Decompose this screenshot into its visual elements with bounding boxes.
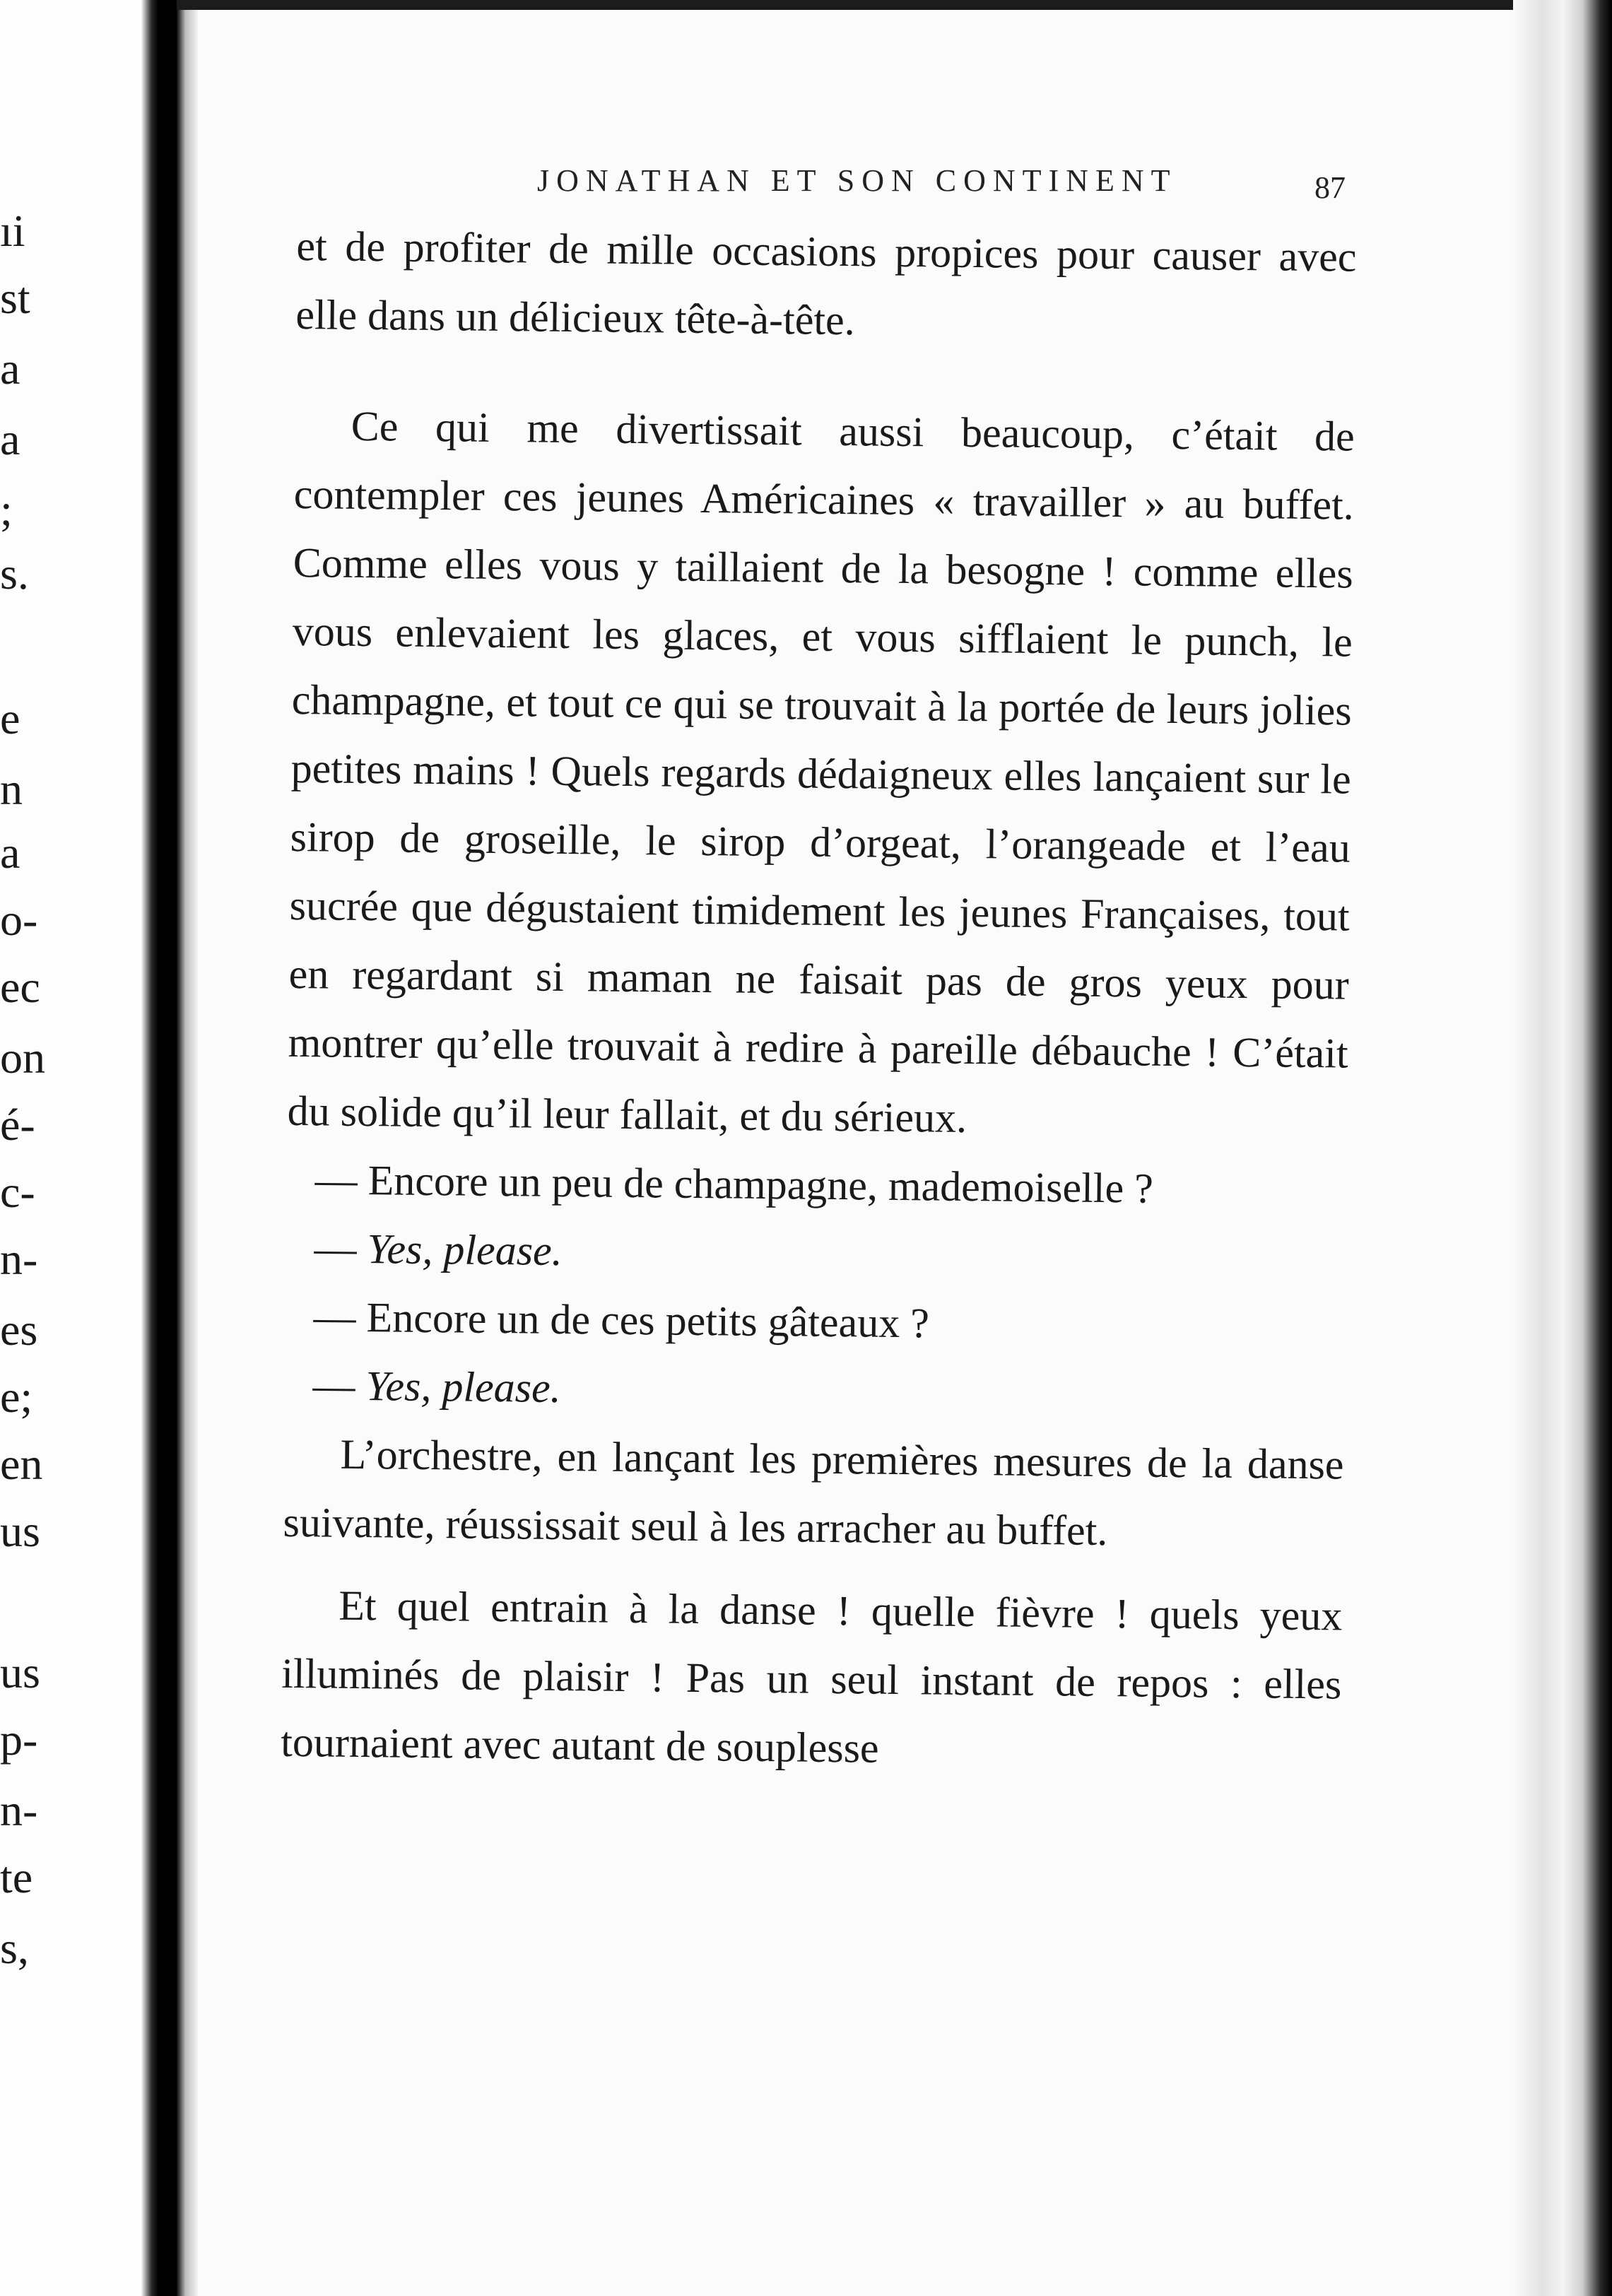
dialogue-dash: —	[314, 1156, 358, 1203]
facing-page-line-endings	[0, 0, 85, 2296]
line-ending: e	[0, 693, 20, 743]
dialogue-text: Encore un de ces petits gâteaux ?	[366, 1294, 930, 1347]
line-ending: a	[0, 828, 20, 878]
line-ending: s,	[0, 1923, 29, 1973]
dialogue-dash: —	[314, 1225, 357, 1272]
dialogue-dash: —	[312, 1362, 355, 1409]
line-ending: c-	[0, 1167, 35, 1217]
dialogue-line	[285, 1283, 1346, 1362]
line-ending: é-	[0, 1100, 35, 1150]
paragraph: et de profiter de mille occasions propices pour causer avec elle dans un délicieux tête-à-tête.	[295, 222, 1357, 344]
dialogue-dash: —	[313, 1293, 356, 1341]
dialogue-line	[286, 1214, 1346, 1294]
page-number: 87	[1314, 170, 1346, 205]
dialogue-line	[284, 1351, 1345, 1431]
line-ending: a	[0, 343, 20, 394]
paragraph: Ce qui me divertissait aussi beaucoup, c’était de contempler ces jeunes Américaines « travailler » au buffet. Comme elles vous y taillaient de la besogne ! comme elles vous enlevaient les glaces, et vous sifflaient le punch, le champagne, et tout ce qui se trouvait à la portée de leurs jolies petites mains ! Quels regards dédaigneux elles lançaient sur le sirop de groseille, le sirop d’orgeat, l’orangeade et l’eau sucrée que dégustaient timidement les jeunes Françaises, tout en regardant si maman ne faisait pas de gros yeux pour montrer qu’elle trouvait à redire à pareille débauche ! C’était du solide qu’il leur fallait, et du sérieux.	[287, 402, 1355, 1141]
facing-page	[0, 0, 141, 2296]
running-head: JONATHAN ET SON CONTINENT	[537, 163, 1177, 198]
paragraph: Et quel entrain à la danse ! quelle fièvre ! quels yeux illuminés de plaisir ! Pas un seul instant de repos : elles tournaient avec autant de souplesse	[280, 1582, 1343, 1772]
line-ending: n	[0, 764, 23, 814]
line-ending: n-	[0, 1234, 38, 1284]
line-ending: ec	[0, 962, 40, 1012]
line-ending: n-	[0, 1785, 38, 1835]
line-ending: p-	[0, 1714, 38, 1765]
line-ending: ;	[0, 485, 13, 535]
dialogue-text: Encore un peu de champagne, mademoiselle ?	[367, 1157, 1154, 1212]
book-gutter	[141, 0, 198, 2296]
line-ending: ıi	[0, 206, 25, 256]
dialogue-text: Yes, please.	[367, 1225, 563, 1275]
line-ending: te	[0, 1852, 33, 1902]
book-page	[280, 141, 1357, 2191]
line-ending: us	[0, 1647, 40, 1697]
line-ending: e;	[0, 1372, 33, 1422]
dialogue-text: Yes, please.	[365, 1362, 562, 1412]
line-ending: es	[0, 1305, 38, 1355]
page-right-edge	[1513, 0, 1612, 2296]
line-ending: us	[0, 1506, 40, 1556]
dialogue-line	[286, 1146, 1347, 1225]
line-ending: a	[0, 414, 20, 464]
line-ending: en	[0, 1439, 43, 1489]
paragraph: L’orchestre, en lançant les premières mesures de la danse suivante, réussissait seul à les arracher au buffet.	[283, 1430, 1344, 1555]
line-ending: st	[0, 273, 30, 323]
line-ending: o-	[0, 895, 38, 945]
line-ending: s.	[0, 548, 29, 599]
page-top-edge	[177, 0, 1612, 10]
line-ending: on	[0, 1032, 45, 1083]
body-text	[281, 212, 1357, 1788]
